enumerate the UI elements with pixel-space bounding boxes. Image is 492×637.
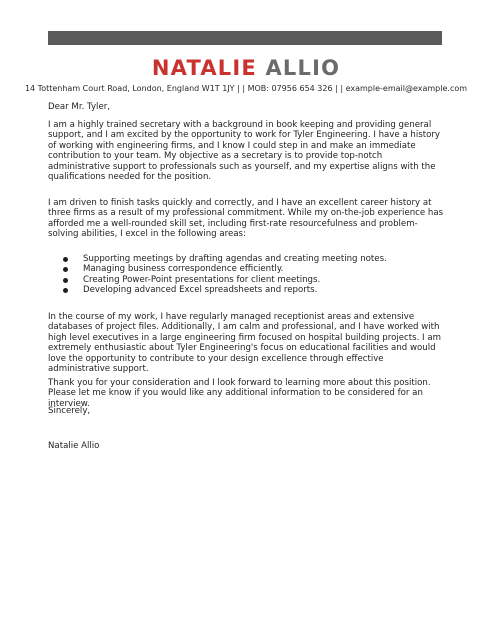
last-name: ALLIO <box>265 56 341 80</box>
list-item <box>48 254 444 264</box>
list-item <box>48 285 444 295</box>
signature-name: Natalie Allio <box>48 441 100 451</box>
list-item <box>48 264 444 274</box>
bullet-icon <box>63 278 68 283</box>
closing: Sincerely, <box>48 406 91 416</box>
list-item <box>48 275 444 285</box>
contact-line: 14 Tottenham Court Road, London, England W1T 1JY | | MOB: 07956 654 326 | | example-email@example.com <box>24 84 468 93</box>
applicant-name <box>0 55 492 81</box>
list-item-text: Managing business correspondence efficiently. <box>83 264 284 275</box>
paragraph-skills: I am driven to finish tasks quickly and correctly, and I have an excellent career history at three firms as a result of my professional commitment. While my on-the-job experience has afforded me a well-rounded skill set, including first-rate resourcefulness and problem-solving abilities, I excel in the following areas: <box>48 198 444 240</box>
paragraph-experience: In the course of my work, I have regularly managed receptionist areas and extensive databases of project files. Additionally, I am calm and professional, and I have worked with high level executives in a large engineering firm focused on hospital building projects. I am extremely enthusiastic about Tyler Engineering's focus on educational facilities and would love the opportunity to contribute to your design excellence through effective administrative support. <box>48 312 441 375</box>
list-item-text: Developing advanced Excel spreadsheets and reports. <box>83 285 318 296</box>
list-item-text: Creating Power-Point presentations for client meetings. <box>83 274 321 285</box>
skills-list <box>48 254 444 296</box>
paragraph-intro: I am a highly trained secretary with a background in book keeping and providing general support, and I am excited by the opportunity to work for Tyler Engineering. I have a history of working with engineering firms, and I know I could step in and make an immediate contribution to your team. My objective as a secretary is to provide top-notch administrative support to professionals such as yourself, and my expertise aligns with the qualifications needed for the position. <box>48 120 440 183</box>
header-bar <box>48 31 442 45</box>
salutation: Dear Mr. Tyler, <box>48 102 110 112</box>
paragraph-thanks: Thank you for your consideration and I look forward to learning more about this position. Please let me know if you would like any additional information to be considered for an interview. <box>48 378 431 409</box>
first-name: NATALIE <box>151 56 257 80</box>
bullet-icon <box>63 257 68 262</box>
list-item-text: Supporting meetings by drafting agendas and creating meeting notes. <box>83 254 387 264</box>
